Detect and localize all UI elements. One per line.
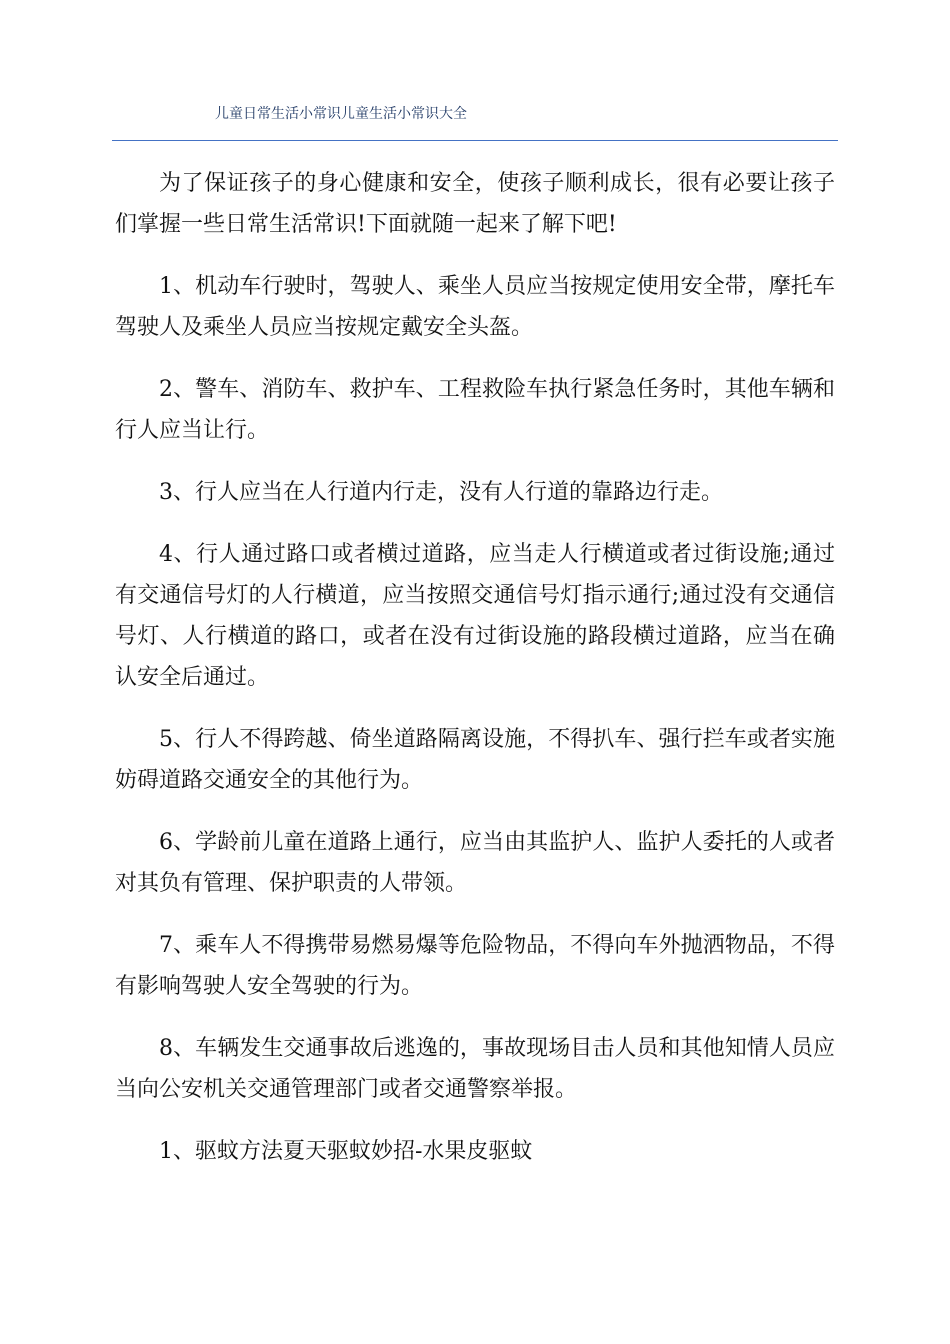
paragraph-rule-7: 7、乘车人不得携带易燃易爆等危险物品，不得向车外抛洒物品，不得有影响驾驶人安全驾驶的行为。 xyxy=(115,933,835,999)
document-body xyxy=(115,163,835,1193)
paragraph-rule-3: 3、行人应当在人行道内行走，没有人行道的靠路边行走。 xyxy=(159,480,723,505)
page-header-title: 儿童日常生活小常识儿童生活小常识大全 xyxy=(215,106,467,122)
paragraph-rule-4: 4、行人通过路口或者横过道路，应当走人行横道或者过街设施;通过有交通信号灯的人行横道，应当按照交通信号灯指示通行;通过没有交通信号灯、人行横道的路口，或者在没有过街设施的路段横过道路，应当在确认安全后通过。 xyxy=(115,542,835,690)
paragraph-rule-6: 6、学龄前儿童在道路上通行，应当由其监护人、监护人委托的人或者对其负有管理、保护职责的人带领。 xyxy=(115,830,835,896)
paragraph-rule-1: 1、机动车行驶时，驾驶人、乘坐人员应当按规定使用安全带，摩托车驾驶人及乘坐人员应当按规定戴安全头盔。 xyxy=(115,274,835,340)
paragraph-rule-8: 8、车辆发生交通事故后逃逸的，事故现场目击人员和其他知情人员应当向公安机关交通管理部门或者交通警察举报。 xyxy=(115,1036,835,1102)
paragraph-intro: 为了保证孩子的身心健康和安全，使孩子顺利成长，很有必要让孩子们掌握一些日常生活常识!下面就随一起来了解下吧! xyxy=(115,171,835,237)
paragraph-rule-5: 5、行人不得跨越、倚坐道路隔离设施，不得扒车、强行拦车或者实施妨碍道路交通安全的其他行为。 xyxy=(115,727,835,793)
header-divider xyxy=(112,140,838,141)
paragraph-rule-2: 2、警车、消防车、救护车、工程救险车执行紧急任务时，其他车辆和行人应当让行。 xyxy=(115,377,835,443)
paragraph-mosquito-tip: 1、驱蚊方法夏天驱蚊妙招-水果皮驱蚊 xyxy=(159,1139,533,1164)
